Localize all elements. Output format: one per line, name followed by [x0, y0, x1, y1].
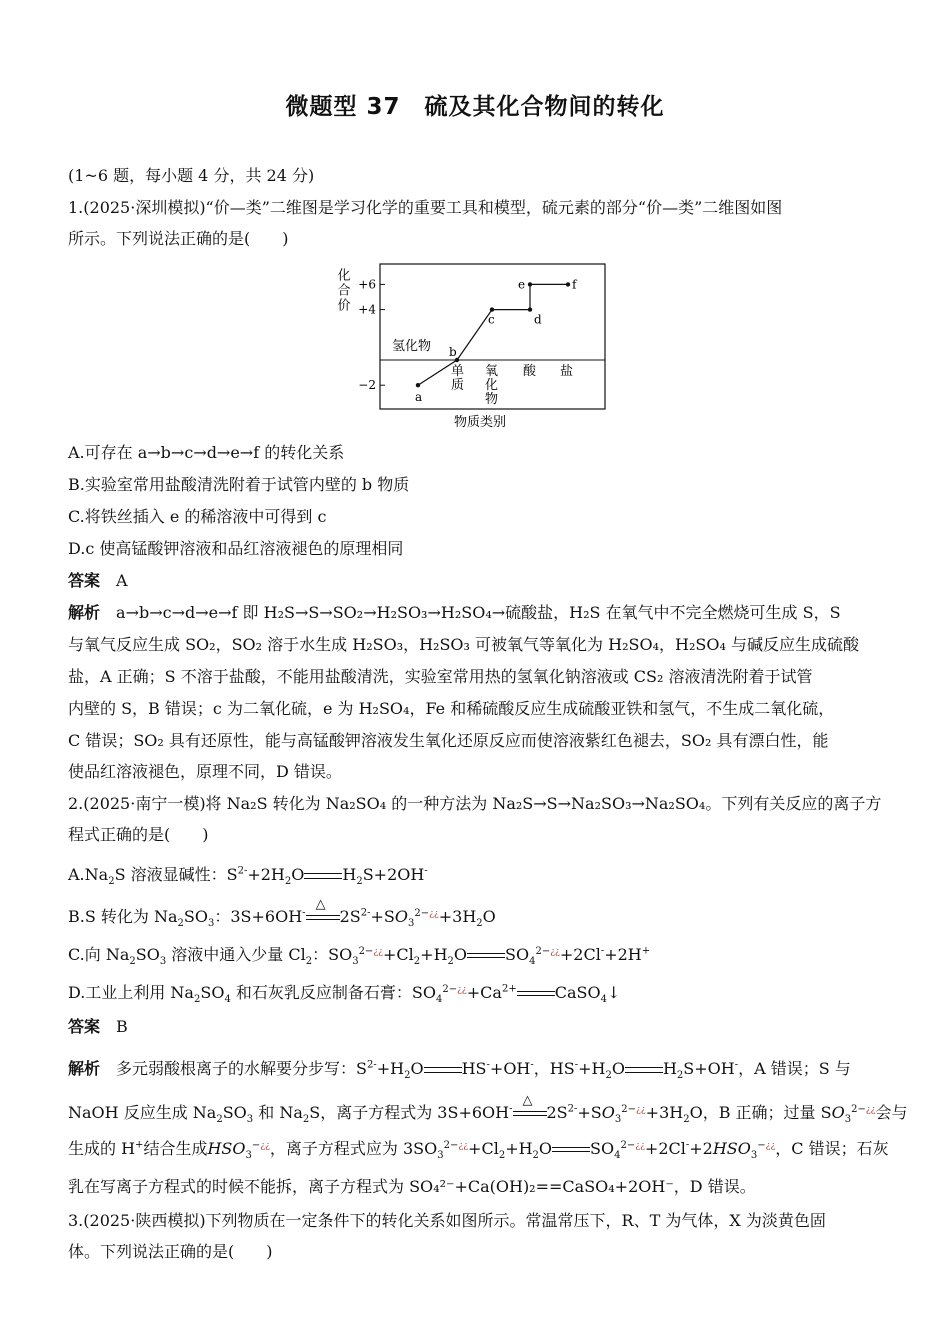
q1-option-a: A.可存在 a→b→c→d→e→f 的转化关系: [68, 443, 345, 462]
point-label-b: b: [449, 345, 457, 359]
category-element-label-1: 单: [451, 364, 465, 379]
category-oxide-label-1: 氧: [485, 364, 499, 379]
point-d: [528, 307, 532, 311]
y-tick-label-2: −2: [358, 378, 376, 393]
q1-analysis-line3: 盐，A 正确；S 不溶于盐酸，不能用盐酸清洗，实验室常用热的氢氧化钠溶液或 CS₂ 溶液清洗附着于试管: [68, 667, 813, 686]
q1-analysis-line2: 与氧气反应生成 SO₂，SO₂ 溶于水生成 H₂SO₃，H₂SO₃ 可被氧气等氧化为 H₂SO₄，H₂SO₄ 与碱反应生成硫酸: [68, 635, 859, 654]
valence-class-chart: [330, 258, 620, 436]
q1-answer-label: 答案: [68, 571, 101, 590]
point-label-d: d: [534, 312, 542, 327]
category-element-label-2: 质: [451, 378, 465, 393]
q1-analysis-line1: 解析 a→b→c→d→e→f 即 H₂S→S→SO₂→H₂SO₃→H₂SO₄→硫酸盐，H₂S 在氧气中不完全燃烧可生成 S，S: [68, 603, 841, 622]
category-oxide-label-3: 物: [485, 392, 499, 407]
q2-analysis-line4: 乳在写离子方程式的时候不能拆，离子方程式为 SO₄²⁻+Ca(OH)₂==CaSO₄+2OH⁻，D 错误。: [68, 1177, 756, 1196]
section-intro: (1~6 题，每小题 4 分，共 24 分): [68, 166, 315, 185]
category-acid-label: 酸: [523, 364, 537, 379]
category-oxide-label-2: 化: [485, 378, 499, 393]
point-label-f: f: [572, 277, 577, 292]
point-a: [416, 383, 420, 387]
q2-option-a: $A.Na_2S$ 溶液显碱性：$S^{2-}+2H_2O$ $H_2S+2OH^-$: [68, 865, 428, 888]
y-tick-label-1: +4: [358, 302, 376, 317]
q3-stem-line1: 3.(2025·陕西模拟)下列物质在一定条件下的转化关系如图所示。常温常压下，R、T 为气体，X 为淡黄色固: [68, 1211, 826, 1230]
q2-analysis-line3: 生成的 H+结合生成$HSO_3^{-¿¿}$，离子方程式应为 $3SO_3^{2-¿¿}+Cl_2+H_2O$ $SO_4^{2-¿¿}+2Cl^-+2HSO_3^{-¿¿}$，C 错误；石灰: [68, 1139, 889, 1162]
point-label-a: a: [415, 390, 423, 405]
q2-analysis-label: 解析: [68, 1059, 101, 1078]
q2-option-d: D.工业上利用 $Na_2SO_4$ 和石灰乳反应制备石膏：$SO_4^{2-¿¿}+Ca^{2+}$ CaSO$_4$↓: [68, 983, 621, 1006]
q1-analysis-line5: C 错误；SO₂ 具有还原性，能与高锰酸钾溶液发生氧化还原反应而使溶液紫红色褪去，SO₂ 具有漂白性，能: [68, 731, 829, 750]
y-tick-label-0: +6: [358, 277, 376, 292]
q1-stem-line1: 1.(2025·深圳模拟)“价—类”二维图是学习化学的重要工具和模型，硫元素的部分“价—类”二维图如图: [68, 198, 783, 217]
q2-answer-value: B: [116, 1017, 128, 1036]
q1-analysis-line6: 使品红溶液褪色，原理不同，D 错误。: [68, 762, 342, 781]
q2-answer-label: 答案: [68, 1017, 101, 1036]
q1-option-b: B.实验室常用盐酸清洗附着于试管内壁的 b 物质: [68, 475, 410, 494]
q1-analysis-line4: 内壁的 S，B 错误；c 为二氧化硫，e 为 H₂SO₄，Fe 和稀硫酸反应生成硫酸亚铁和氢气，不生成二氧化硫，: [68, 699, 835, 718]
q3-stem-line2: 体。下列说法正确的是( ): [68, 1242, 273, 1261]
q1-option-c: C.将铁丝插入 e 的稀溶液中可得到 c: [68, 507, 327, 526]
q1-analysis-label: 解析: [68, 603, 101, 622]
q2-option-b: B.S 转化为 $Na_2SO_3$：3S+6OH- △ $2S^{2-}+SO_3^{2-¿¿}+3H_2O$: [68, 896, 496, 930]
point-label-e: e: [518, 277, 526, 292]
point-f: [566, 282, 570, 286]
q1-answer: [68, 570, 888, 592]
category-salt-label: 盐: [560, 364, 574, 379]
q2-stem-line2: 程式正确的是( ): [68, 825, 209, 844]
category-hydride-label: 氢化物: [392, 339, 432, 354]
q1-stem-line2: 所示。下列说法正确的是( ): [68, 229, 289, 248]
x-axis-label: 物质类别: [454, 415, 507, 430]
point-e: [528, 282, 532, 286]
q2-analysis-line1: 解析 多元弱酸根离子的水解要分步写：$S^{2-}+H_2O$ HS-+OH-，$HS^-+H_2O$ $H_2S+OH^-$，A 错误；S 与: [68, 1059, 851, 1082]
q1-option-d: D.c 使高锰酸钾溶液和品红溶液褪色的原理相同: [68, 539, 404, 558]
point-c: [490, 307, 494, 311]
point-label-c: c: [488, 312, 495, 327]
q1-answer-value: A: [116, 571, 128, 590]
y-axis-label: 化合价: [334, 268, 350, 313]
q2-answer: [68, 1016, 888, 1038]
q2-stem-line1: 2.(2025·南宁一模)将 Na₂S 转化为 Na₂SO₄ 的一种方法为 Na₂S→S→Na₂SO₃→Na₂SO₄。下列有关反应的离子方: [68, 794, 882, 813]
q2-analysis-line2: NaOH 反应生成 $Na_2SO_3$ 和 $Na_2S$，离子方程式为 3S+6OH- △ $2S^{2-}+SO_3^{2-¿¿}+3H_2O$，B 正确；过量 $SO_3^{2-¿¿}$会与: [68, 1092, 908, 1126]
page-title: 微题型 37 硫及其化合物间的转化: [285, 94, 665, 120]
q2-option-c: C.向 $Na_2SO_3$ 溶液中通入少量 $Cl_2$：$SO_3^{2-¿¿}+Cl_2+H_2O$ $SO_4^{2-¿¿}+2Cl^-+2H^+$: [68, 945, 651, 968]
